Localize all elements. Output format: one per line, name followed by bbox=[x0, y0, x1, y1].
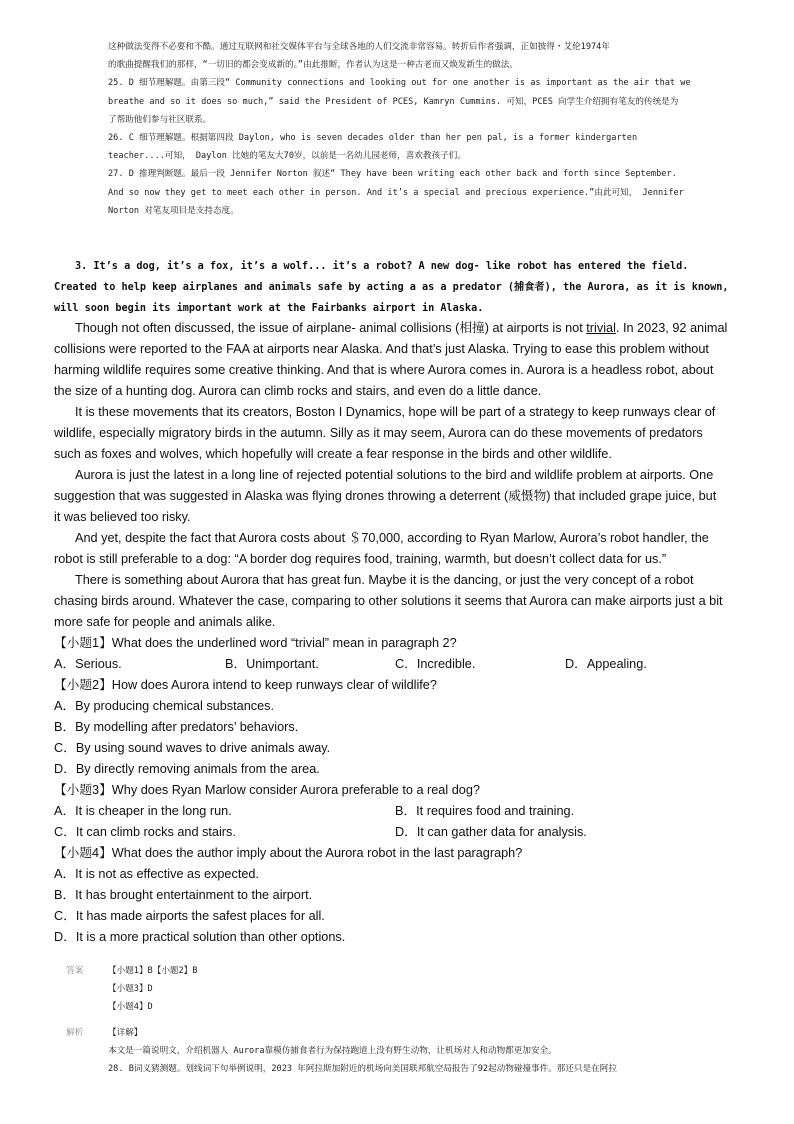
paragraph-5-line: chasing birds around. Whatever the case, comparing to other solutions it seems that Aurora can make airports just a bit bbox=[54, 594, 723, 608]
question-list bbox=[54, 633, 754, 948]
option-b: B．It has brought entertainment to the airport. bbox=[54, 888, 313, 902]
intro-line: will soon begin its important work at the Fairbanks airport in Alaska. bbox=[54, 302, 484, 314]
option-d: D．By directly removing animals from the area. bbox=[54, 762, 320, 776]
text-span: Though not often discussed, the issue of airplane- animal collisions (相撞) at airports is not bbox=[75, 321, 587, 335]
explanation-line: 的歌曲提醒我们的那样，“一切旧的都会变成新的。”由此推断，作者认为这是一种古老而又焕发新生的做法。 bbox=[108, 60, 518, 71]
analysis-row bbox=[66, 1042, 736, 1060]
explanation-line: 25. D 细节理解题。由第三段“ Community connections and looking out for one another is as important as the air that we bbox=[108, 78, 691, 89]
option-d: D．It can gather data for analysis. bbox=[395, 825, 587, 839]
question-2-stem: 【小题2】How does Aurora intend to keep runways clear of wildlife? bbox=[54, 678, 437, 692]
option-c: C．It has made airports the safest places for all. bbox=[54, 909, 325, 923]
answer-line: 【小题3】D bbox=[108, 984, 153, 995]
detail-heading: 【详解】 bbox=[108, 1027, 143, 1038]
option-d: D．Appealing. bbox=[565, 657, 647, 671]
explanation-line: Norton 对笔友项目是支持态度。 bbox=[108, 205, 239, 216]
analysis-line: 本文是一篇说明文，介绍机器人 Aurora靠模仿捕食者行为保持跑道上没有野生动物，让机场对人和动物都更加安全。 bbox=[108, 1045, 557, 1056]
explanation-line: teacher....可知， Daylon 比她的笔友大70岁，以前是一名幼儿园老师，喜欢教孩子们。 bbox=[108, 151, 466, 162]
paragraph-5-line: more safe for people and animals alike. bbox=[54, 615, 276, 629]
option-a: A．Serious. bbox=[54, 657, 122, 671]
question-1-stem: 【小题1】What does the underlined word “trivial” mean in paragraph 2? bbox=[54, 636, 457, 650]
paragraph-1-line bbox=[54, 318, 744, 339]
explanation-line: 27. D 推理判断题。最后一段 Jennifer Norton 叙述“ They have been writing each other back and forth since September. bbox=[108, 169, 677, 180]
analysis-row bbox=[66, 1024, 736, 1042]
explanation-line: 这种做法变得不必要和不酷。通过互联网和社交媒体平台与全球各地的人们交流非常容易。转折后作者强调，正如披得・艾伦1974年 bbox=[108, 42, 610, 52]
paragraph-4-line: robot is still preferable to a dog: “A border dog requires food, training, warmth, but doesn’t collect data for us.” bbox=[54, 552, 667, 566]
answer-row bbox=[66, 962, 736, 980]
option-b: B．By modelling after predators’ behaviors. bbox=[54, 720, 299, 734]
question-3-options-row-2 bbox=[54, 822, 754, 843]
option-a: A．By producing chemical substances. bbox=[54, 699, 275, 713]
paragraph-2-line: It is these movements that its creators, Boston I Dynamics, hope will be part of a strategy to keep runways clear of bbox=[75, 405, 716, 419]
paragraph-1-line: collisions were reported to the FAA at airports near Alaska. And that’s just Alaska. Trying to ease this problem without bbox=[54, 342, 709, 356]
explanation-line: 了帮助他们参与社区联系。 bbox=[108, 114, 212, 125]
answer-line: 【小题4】D bbox=[108, 1002, 153, 1013]
option-c: C．It can climb rocks and stairs. bbox=[54, 825, 236, 839]
intro-line: 3. It’s a dog, it’s a fox, it’s a wolf... it’s a robot? A new dog- like robot has entered the field. bbox=[75, 261, 689, 272]
paragraph-4-line: And yet, despite the fact that Aurora costs about ＄70,000, according to Ryan Marlow, Aurora’s robot handler, the bbox=[75, 531, 709, 545]
analysis-row bbox=[66, 1060, 736, 1078]
answer-line: 【小题1】B【小题2】B bbox=[108, 966, 198, 976]
paragraph-3-line: it was believed too risky. bbox=[54, 510, 191, 524]
answer-block bbox=[66, 962, 736, 1078]
paragraph-1-line: harming wildlife requires some creative thinking. And that is where Aurora comes in. Aurora is a headless robot, about bbox=[54, 363, 714, 377]
paragraph-2-line: wildlife, especially migratory birds in the autumn. Silly as it may seem, Aurora can do these movements of predators bbox=[54, 426, 703, 440]
question-3-stem: 【小题3】Why does Ryan Marlow consider Aurora preferable to a real dog? bbox=[54, 783, 480, 797]
option-a: A．It is not as effective as expected. bbox=[54, 867, 259, 881]
question-3-options-row-1 bbox=[54, 801, 754, 822]
question-1-options bbox=[54, 654, 754, 675]
answer-label: 答案 bbox=[66, 966, 84, 976]
option-b: B．It requires food and training. bbox=[395, 804, 575, 818]
explanation-line: 26. C 细节理解题。根据第四段 Daylon, who is seven decades older than her pen pal, is a former kindergarten bbox=[108, 133, 638, 144]
analysis-label: 解析 bbox=[66, 1027, 84, 1038]
analysis-line: 28. B词义猜测题。划线词下句举例说明，2023 年阿拉斯加附近的机场向美国联邦航空局报告了92起动物碰撞事件。那还只是在阿拉 bbox=[108, 1064, 617, 1075]
paragraph-3-line: Aurora is just the latest in a long line of rejected potential solutions to the bird and wildlife problem at airports. One bbox=[75, 468, 714, 482]
option-c: C．Incredible. bbox=[395, 657, 476, 671]
question-4-stem: 【小题4】What does the author imply about the Aurora robot in the last paragraph? bbox=[54, 846, 523, 860]
text-span: . In 2023, 92 animal bbox=[615, 321, 728, 335]
explanation-line: breathe and so it does so much,” said the President of PCES, Kamryn Cummins. 可知，PCES 向学生介绍拥有笔友的传统是为 bbox=[108, 96, 679, 107]
underlined-word-trivial: trivial bbox=[586, 321, 616, 335]
previous-explanation-block bbox=[108, 38, 728, 220]
option-d: D．It is a more practical solution than other options. bbox=[54, 930, 346, 944]
answer-row bbox=[66, 998, 736, 1016]
option-b: B．Unimportant. bbox=[225, 657, 319, 671]
explanation-line: And so now they get to meet each other in person. And it’s a special and precious experience.”由此可知， Jennifer bbox=[108, 187, 684, 198]
answer-row bbox=[66, 980, 736, 998]
passage-intro bbox=[54, 257, 744, 319]
paragraph-5-line: There is something about Aurora that has great fun. Maybe it is the dancing, or just the very concept of a robot bbox=[75, 573, 694, 587]
intro-line: Created to help keep airplanes and animals safe by acting a as a predator (捕食者), the Aurora, as it is known, bbox=[54, 281, 729, 293]
option-a: A．It is cheaper in the long run. bbox=[54, 804, 232, 818]
option-c: C．By using sound waves to drive animals away. bbox=[54, 741, 331, 755]
paragraph-3-line: suggestion that was suggested in Alaska was flying drones throwing a deterrent (威慑物) that included grape juice, but bbox=[54, 489, 717, 503]
paragraph-1-line: the size of a hunting dog. Aurora can climb rocks and stairs, and even do a little dance. bbox=[54, 384, 542, 398]
reading-passage bbox=[54, 318, 744, 633]
paragraph-2-line: such as foxes and wolves, which hopefully will create a fear response in the birds and other wildlife. bbox=[54, 447, 612, 461]
